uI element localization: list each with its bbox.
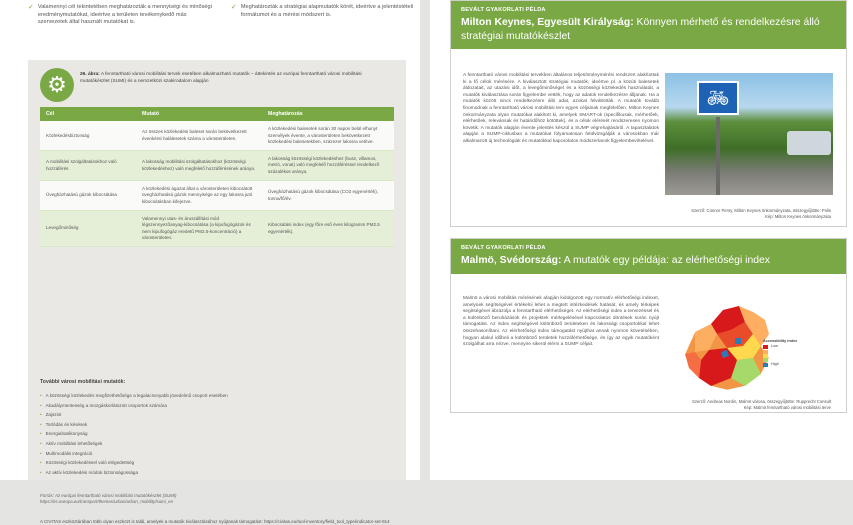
- top-bullet-text: Meghatározták a stratégiai alapmutatók körét, ideértve a jelentéstételi formátumot és a mérési módszert is.: [240, 4, 414, 18]
- legend-label: High: [771, 361, 779, 366]
- table-cell: A közlekedési ágazat által a városterületen kibocsátott üvegházhatású gázok mennyisége az egy lakosra jutó kibocsátásban kifejezve.: [136, 181, 262, 211]
- table-header: Mutató: [136, 107, 262, 121]
- source-link[interactable]: https://ec.europa.eu/transport/themes/urban/urban_mobility/sumi_en: [40, 499, 174, 505]
- table-header: Meghatározás: [262, 107, 394, 121]
- case-title-bold: Milton Keynes, Egyesült Királyság:: [461, 17, 634, 28]
- table-cell: Üvegházhatású gázok kibocsátása (CO2 egyenérték), tonna/fő/év.: [262, 181, 394, 211]
- case-title: [461, 16, 836, 43]
- gear-icon: ⚙: [40, 68, 74, 102]
- table-row: [40, 210, 394, 246]
- top-bullet-text: Valamennyi cél tekintetében meghatározták a mennyiségi és minőségi eredménymutatókat, ideértve a területen tevékenykedő más szervezetek által használt mutatókat is.: [37, 4, 212, 26]
- other-indicators-list: [40, 391, 380, 477]
- source-line: Forrás: Az európai fenntartható városi mobilitási mutatókészlet (SUMI): [40, 493, 177, 498]
- top-bullet-col-1: [28, 4, 213, 27]
- case-source-author: Szerző: Connor Penry, Milton Keynes önkormányzata, összegyűjtötte: Polis: [691, 208, 831, 213]
- list-item: • Multimodális integráció: [40, 449, 380, 459]
- bike-lane-photo: [665, 73, 833, 195]
- legend-row: [763, 362, 823, 367]
- case-body: A fenntartható városi mobilitási tervekben általános teljesítménymérési rendszert alakítottak ki a fő célok mérésére. A kiválasztott stratégiai mutatók, ideértve pl. a közúti balesetek áldozatait, az utazási időt, a levegőminőséget és a közösségi közlekedés használatát, a mutatók kiválasztása során figyelembe vették, hogy az adatok rendelkezésre álljanak. Ha a mutatók között nincs rendelkezésre álló adat, azokat felváltották. A mutatók tovább finomodnak a fenntartható városi mobilitási terv egyes céljainak megfelelően. Milton Keynes önkormányzata olyan mutatókat alakított ki, amelyek SMART-ok (specifikusak, mérhetőek, elérhetőek, relevánsak és határidőhöz kötöttek), és a célok elérését rendszeresen nyomon követik. A mutatók alapján évente jelentés készül a SUMP végrehajtásáról. A tapasztalatok alapján a SUMP-ciklusban a mutatókat folyamatosan felülvizsgálják a városokban már alkalmazott új technológiák és mutatókkal kapcsolatos módszertanok figyelembevételével.: [463, 73, 659, 144]
- indicator-table: [40, 107, 394, 247]
- legend-swatch: [763, 358, 768, 362]
- table-cell: A lakosság közösségi közlekedéshez (busz, villamos, metró, vonat) való megfelelő hozzáféréssel rendelkező százalékos aránya.: [262, 151, 394, 181]
- table-cell: Üvegházhatású gázok kibocsátása: [40, 181, 136, 211]
- table-cell: Közlekedésbiztonság: [40, 121, 136, 150]
- check-icon: ✓: [231, 4, 237, 11]
- case-title-rest: A mutatók egy példája: az elérhetőségi index: [561, 255, 770, 266]
- figure-caption-text: A fenntartható városi mobilitási tervek esetében alkalmazható mutatók – áttekintés az európai fenntartható városi mobilitási mutatókészlet (SUMI) és a nemzetközi szakirodalom alapján: [80, 72, 362, 84]
- table-cell: A lakosság mobilitási szolgáltatásokhoz (közösségi közlekedéshez) való megfelelő hozzáférésének aránya.: [136, 151, 262, 181]
- list-item: • Az aktív közlekedési módok biztonságossága: [40, 468, 380, 478]
- right-page: [430, 0, 853, 480]
- left-page: [0, 0, 420, 524]
- case-kicker: BEVÁLT GYAKORLATI PÉLDA: [461, 7, 546, 13]
- case-body: Malmö a városi mobilitás mérésének alapján kidolgozott egy normatív elérhetőségi indexet, amelynek segítségével értékelni lehet a megtett intézkedések hatását, és amely térképek segítségével ábrázolja a fenntartható elérhetőséget. Az elérhetőségi index a tervezéssel és a különböző beruházások és projektek mérlegelésével kapcsolatos döntések során nyújt támogatást. Az index segítségével különböző területeken és lakossági csoportokkal lehet összehasonlítani. Az elérhetőségi index támogatást nyújthat annak nyomon követésében, hogyan alakul időbeli a különböző területek hozzáférhetősége, és így az egyik mutatóként szolgálhat arra nézve, mennyire sikerül elérni a SUMP céljait.: [463, 296, 659, 348]
- map-legend: [763, 339, 823, 367]
- table-header: Cél: [40, 107, 136, 121]
- legend-label: Low: [771, 344, 778, 349]
- list-item: • Energiahatékonyság: [40, 429, 380, 439]
- table-cell: Kibocsátási index (egy főre eső éves kilogramm PM2.5 egyenérték).: [262, 210, 394, 246]
- list-item: • A közösségi közlekedés megfizethetősége a legalacsonyabb jövedelmű csoport esetében: [40, 391, 380, 401]
- case-photo-credit: Kép: Milton Keynes önkormányzata: [765, 214, 831, 219]
- case-header: [451, 239, 846, 274]
- legend-swatch: [763, 345, 768, 349]
- case-study-milton-keynes: [450, 0, 847, 227]
- figure-caption-label: 26. ábra:: [80, 72, 100, 77]
- case-title: [461, 254, 836, 268]
- bicycle-icon: 🚲︎: [697, 81, 739, 115]
- case-kicker: BEVÁLT GYAKORLATI PÉLDA: [461, 245, 546, 251]
- figure-caption: [80, 72, 392, 85]
- table-row: [40, 121, 394, 150]
- case-photo-credit: Kép: Malmö fenntartható városi mobilitási terve: [743, 405, 831, 410]
- table-cell: Levegőminőség: [40, 210, 136, 246]
- table-row: [40, 181, 394, 211]
- case-source-author: Szerző: Andreas Nordin, Malmö városa, összegyűjtötte: Rupprecht Consult: [692, 399, 831, 404]
- other-indicators-title: További városi mobilitási mutatók:: [40, 379, 126, 385]
- sign-pole: [716, 117, 720, 195]
- case-header: [451, 1, 846, 49]
- list-item: • Aktív mobilitási lehetőségek: [40, 439, 380, 449]
- source-block: [40, 493, 380, 505]
- list-item: • Közösségi közlekedéssel való elégedettség: [40, 458, 380, 468]
- table-row: [40, 151, 394, 181]
- case-study-malmo: [450, 238, 847, 413]
- list-item: • Torlódás és késések: [40, 420, 380, 430]
- civitas-note: A CIVITAS eszköztárában több olyan eszközt is talál, amelyek a mutatók kiválasztásához nyújtanak támogatást: https://civitas.eu/tool-inventory/field_tool_type/indicator-set-914: [40, 519, 390, 524]
- top-bullet-col-2: [231, 4, 416, 27]
- case-source: [511, 208, 831, 220]
- check-icon: ✓: [28, 4, 34, 11]
- top-bullets: [28, 4, 418, 27]
- table-cell: Az összes közlekedési baleset során bekövetkezett évenkénti halálesetek száma a városterületen.: [136, 121, 262, 150]
- bus-shape: [787, 131, 831, 155]
- case-title-bold: Malmö, Svédország:: [461, 255, 562, 266]
- table-cell: A mobilitási szolgáltatásokhoz való hozzáférés: [40, 151, 136, 181]
- case-source: [511, 399, 831, 411]
- table-cell: Valamennyi utas- és áruszállítási mód légszennyezőanyag-kibocsátása (a kipufogógázok és nem kipufogógáz eredetű PM2.5-koncentráció) a városterületen.: [136, 210, 262, 246]
- table-cell: A közlekedési balesetek során 30 napon belül elhunyt személyek évente, a városterületen bekövetkezett közlekedési balesetekben, százezer lakosra vetítve.: [262, 121, 394, 150]
- legend-swatch: [763, 363, 768, 367]
- legend-title: Accessibility index: [763, 339, 798, 343]
- list-item: • Akadálymentesség a mozgáskorlátozott csoportok számára: [40, 401, 380, 411]
- indicator-panel: [28, 60, 406, 524]
- map-region: [735, 338, 741, 344]
- case-title-rest: Könnyen mérhető és rendelkezésre álló stratégiai mutatókészlet: [461, 17, 820, 42]
- list-item: • Zajszint: [40, 410, 380, 420]
